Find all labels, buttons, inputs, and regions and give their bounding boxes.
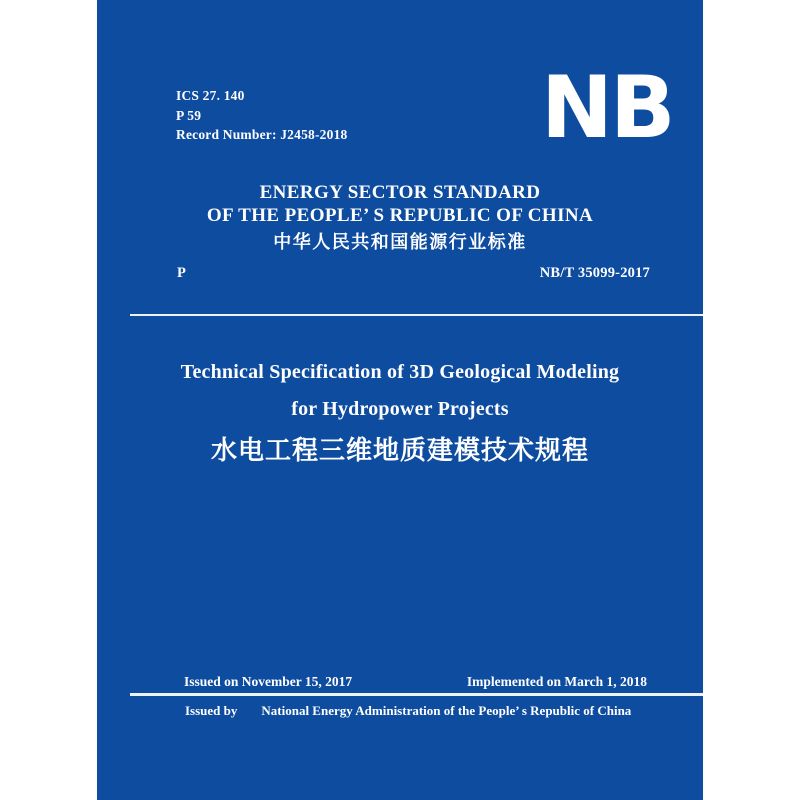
header-divider-rule — [130, 314, 703, 316]
standard-cover — [97, 0, 703, 800]
doc-title-en-line2: for Hydropower Projects — [291, 398, 509, 420]
standard-name-en-line1: ENERGY SECTOR STANDARD — [259, 182, 541, 203]
issued-by-row — [185, 703, 631, 719]
class-letter: P — [177, 265, 186, 281]
doc-title-en-line1: Technical Specification of 3D Geological Modeling — [180, 361, 620, 383]
issued-by-value: National Energy Administration of the People’ s Republic of China — [261, 703, 632, 718]
issued-by-label: Issued by — [185, 703, 238, 718]
doc-title-zh: 水电工程三维地质建模技术规程 — [210, 435, 589, 465]
record-number: Record Number: J2458-2018 — [176, 127, 348, 142]
ics-code: ICS 27. 140 — [176, 88, 245, 103]
standard-name-zh: 中华人民共和国能源行业标准 — [273, 232, 527, 252]
nb-logo: NB — [541, 58, 673, 158]
standard-name-en-line2: OF THE PEOPLE’ S REPUBLIC OF CHINA — [206, 205, 594, 226]
standard-number: NB/T 35099-2017 — [539, 265, 650, 281]
class-code: P 59 — [176, 107, 202, 123]
implemented-on-date: Implemented on March 1, 2018 — [466, 674, 647, 689]
classification-block — [176, 86, 347, 145]
dates-row — [97, 674, 703, 690]
footer-divider-rule — [130, 693, 703, 696]
issued-on-date: Issued on November 15, 2017 — [184, 674, 353, 689]
